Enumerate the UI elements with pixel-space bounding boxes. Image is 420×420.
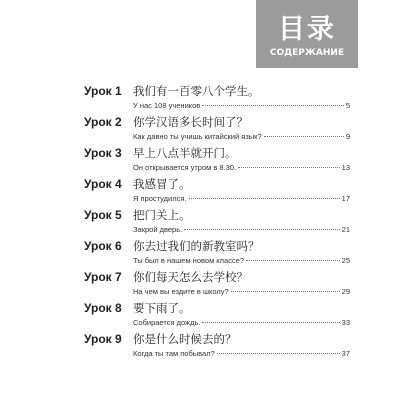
lesson-translation-row — [133, 225, 350, 234]
lesson-translation-row — [133, 194, 350, 203]
lesson-number: Урок 1 — [84, 84, 122, 98]
lesson-number: Урок 4 — [84, 177, 122, 191]
lesson-translation-row — [133, 163, 350, 172]
page-number: 9 — [345, 132, 350, 141]
page-number: 33 — [341, 318, 350, 327]
toc-entry-6[interactable] — [84, 237, 350, 268]
dot-leader — [246, 260, 340, 261]
page-number: 21 — [341, 225, 350, 234]
toc-entry-4[interactable] — [84, 175, 350, 206]
lesson-title-chinese: 要下雨了。 — [133, 301, 191, 315]
page-number: 13 — [341, 163, 350, 172]
lesson-title-russian: Я простудился. — [133, 194, 187, 203]
lesson-title-chinese: 你们每天怎么去学校？ — [133, 270, 248, 284]
toc-subtitle: СОДЕРЖАНИЕ — [269, 48, 345, 58]
table-of-contents — [84, 82, 350, 361]
lesson-translation-row — [133, 287, 350, 296]
lesson-number: Урок 2 — [84, 115, 122, 129]
lesson-number: Урок 6 — [84, 239, 122, 253]
dot-leader — [184, 229, 339, 230]
toc-header — [256, 0, 358, 68]
lesson-title-russian: Когда ты там побывал? — [133, 349, 215, 358]
lesson-title-russian: Как давно ты учишь китайский язык? — [133, 132, 262, 141]
lesson-translation-row — [133, 256, 350, 265]
lesson-translation-row — [133, 349, 350, 358]
lesson-title-chinese: 你去过我们的新教室吗？ — [133, 239, 260, 253]
toc-entry-2[interactable] — [84, 113, 350, 144]
toc-entry-9[interactable] — [84, 330, 350, 361]
page-number: 29 — [341, 287, 350, 296]
lesson-title-chinese: 你学汉语多长时间了？ — [133, 115, 248, 129]
lesson-title-russian: Он открывается утром в 8.30. — [133, 163, 237, 172]
page-number: 25 — [341, 256, 350, 265]
lesson-title-russian: Ты был в нашем новом классе? — [133, 256, 245, 265]
lesson-number: Урок 8 — [84, 301, 122, 315]
dot-leader — [231, 291, 340, 292]
lesson-translation-row — [133, 101, 350, 110]
toc-entry-1[interactable] — [84, 82, 350, 113]
dot-leader — [264, 136, 344, 137]
lesson-title-chinese: 早上八点半就开门。 — [133, 146, 237, 160]
toc-title: 目录 — [278, 14, 336, 45]
page-number: 5 — [345, 101, 350, 110]
lesson-title-chinese: 我感冒了。 — [133, 177, 191, 191]
lesson-number: Урок 9 — [84, 332, 122, 346]
dot-leader — [202, 322, 339, 323]
lesson-title-russian: На чем вы ездите в школу? — [133, 287, 229, 296]
lesson-title-chinese: 把门关上。 — [133, 208, 191, 222]
lesson-title-chinese: 你是什么时候去的？ — [133, 332, 237, 346]
lesson-number: Урок 7 — [84, 270, 122, 284]
lesson-translation-row — [133, 318, 350, 327]
lesson-translation-row — [133, 132, 350, 141]
dot-leader — [217, 353, 340, 354]
page-number: 37 — [341, 349, 350, 358]
lesson-number: Урок 5 — [84, 208, 122, 222]
toc-entry-7[interactable] — [84, 268, 350, 299]
dot-leader — [238, 167, 340, 168]
lesson-title-chinese: 我们有一百零八个学生。 — [133, 84, 260, 98]
lesson-title-russian: У нас 108 учеников — [133, 101, 201, 110]
lesson-number: Урок 3 — [84, 146, 122, 160]
lesson-title-russian: Закрой дверь. — [133, 225, 183, 234]
toc-entry-8[interactable] — [84, 299, 350, 330]
toc-entry-3[interactable] — [84, 144, 350, 175]
page-number: 17 — [341, 194, 350, 203]
dot-leader — [202, 105, 344, 106]
lesson-title-russian: Собирается дождь. — [133, 318, 201, 327]
dot-leader — [189, 198, 340, 199]
toc-entry-5[interactable] — [84, 206, 350, 237]
